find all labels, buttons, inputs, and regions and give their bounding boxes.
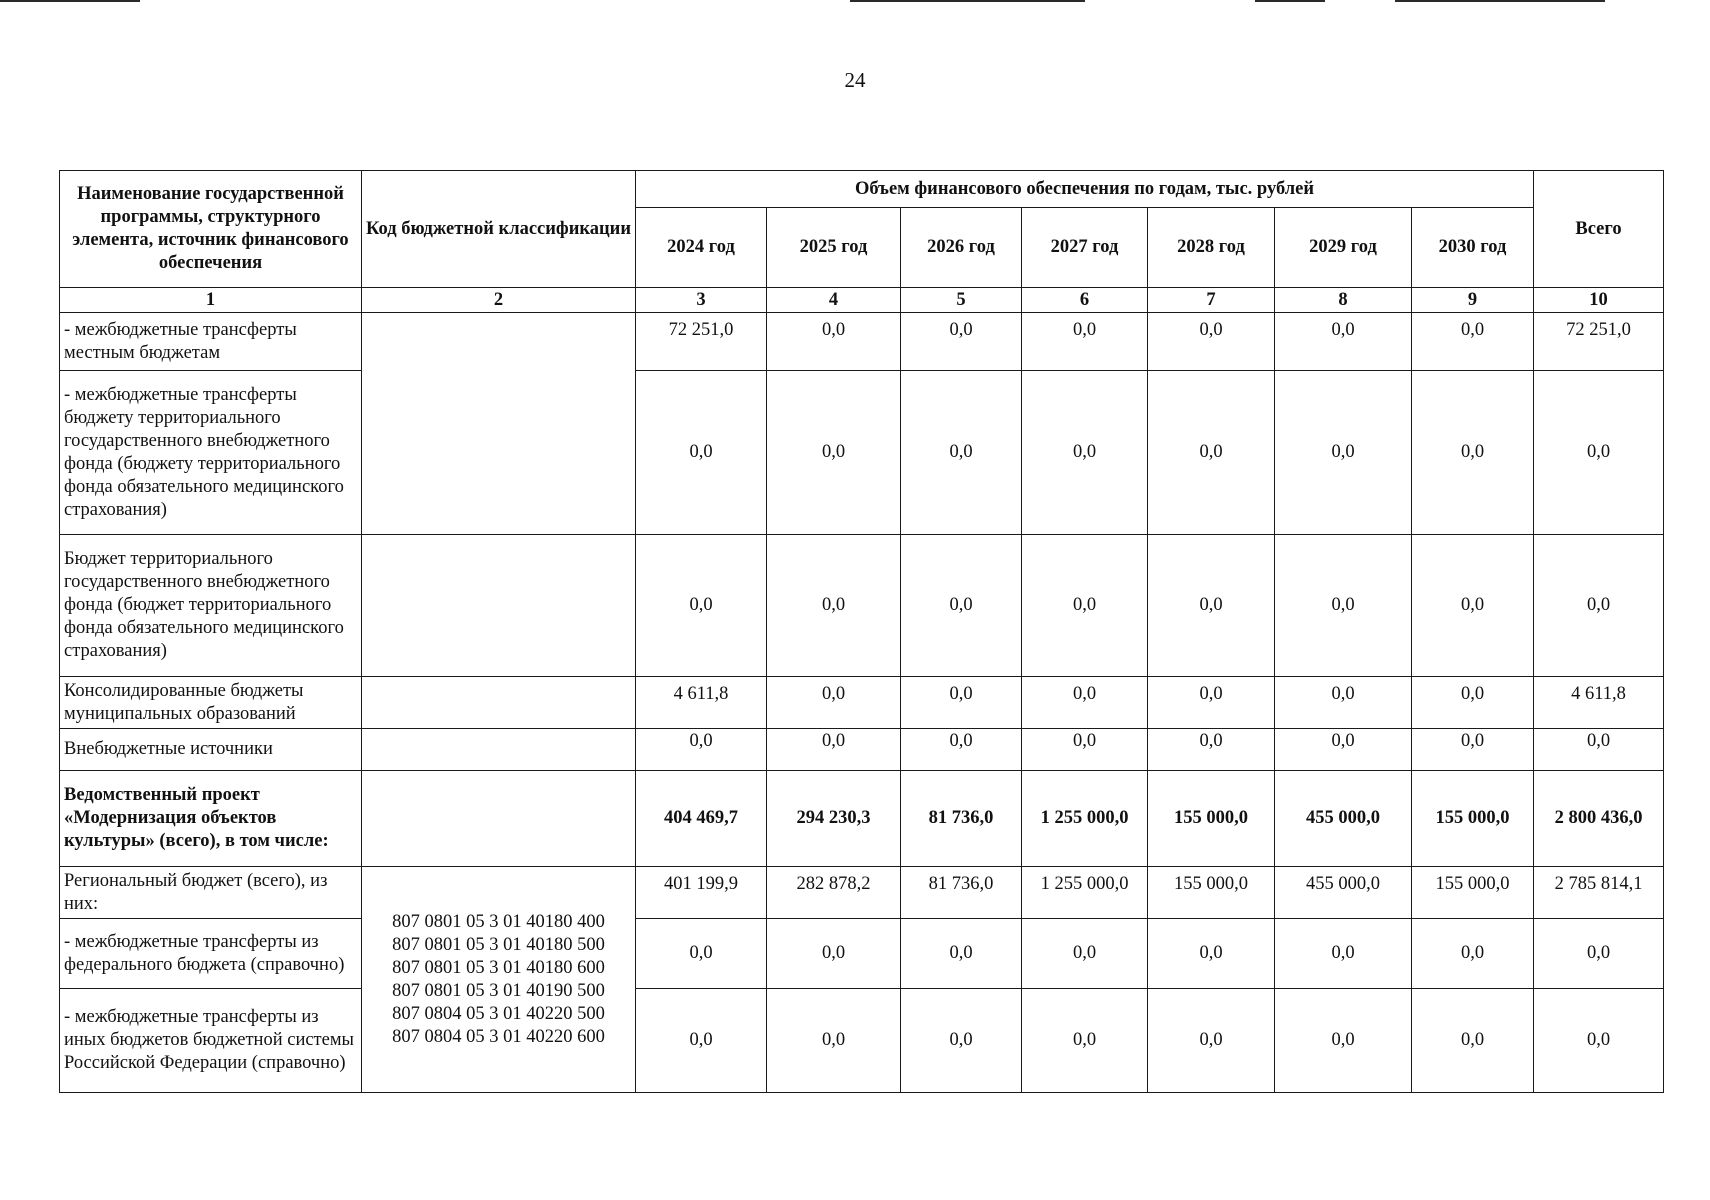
row-total: 2 785 814,1: [1534, 867, 1664, 919]
header-code: Код бюджетной классификации: [362, 171, 636, 288]
row-value: 294 230,3: [767, 771, 901, 867]
row-value: 0,0: [767, 313, 901, 371]
column-number: 6: [1022, 288, 1148, 313]
row-value: 0,0: [1412, 677, 1534, 729]
header-year: 2027 год: [1022, 208, 1148, 288]
page-number: 24: [844, 68, 866, 92]
row-value: 0,0: [1148, 989, 1275, 1093]
row-value: 0,0: [1022, 535, 1148, 677]
code-cell-empty: [362, 771, 636, 867]
header-total: Всего: [1534, 171, 1664, 288]
row-value: 0,0: [1412, 989, 1534, 1093]
row-value: 0,0: [1022, 313, 1148, 371]
row-name: - межбюджетные трансферты местным бюджетам: [60, 313, 362, 371]
column-number: 8: [1275, 288, 1412, 313]
row-value: 0,0: [1022, 919, 1148, 989]
row-value: 0,0: [1275, 919, 1412, 989]
header-volume: Объем финансового обеспечения по годам, тыс. рублей: [636, 171, 1534, 208]
row-total: 0,0: [1534, 371, 1664, 535]
row-value: 0,0: [1275, 371, 1412, 535]
row-value: 0,0: [901, 371, 1022, 535]
row-value: 0,0: [636, 535, 767, 677]
row-total: 0,0: [1534, 989, 1664, 1093]
row-total: 0,0: [1534, 535, 1664, 677]
header-year: 2030 год: [1412, 208, 1534, 288]
row-value: 0,0: [1022, 371, 1148, 535]
budget-code: 807 0801 05 3 01 40180 500: [392, 934, 605, 955]
table-row: [60, 535, 1664, 677]
row-value: 0,0: [767, 371, 901, 535]
column-number-row: [60, 288, 1664, 313]
row-value: 155 000,0: [1412, 771, 1534, 867]
row-value: 0,0: [1275, 313, 1412, 371]
row-value: 0,0: [1148, 919, 1275, 989]
row-value: 404 469,7: [636, 771, 767, 867]
row-value: 0,0: [636, 989, 767, 1093]
row-value: 0,0: [767, 919, 901, 989]
row-value: 155 000,0: [1148, 867, 1275, 919]
table-row: [60, 771, 1664, 867]
scan-artifact-line: [850, 0, 1085, 2]
row-name: Ведомственный проект «Модернизация объектов культуры» (всего), в том числе:: [60, 771, 362, 867]
table-row: [60, 729, 1664, 771]
column-number: 1: [60, 288, 362, 313]
code-cell-empty: [362, 313, 636, 535]
row-value: 1 255 000,0: [1022, 867, 1148, 919]
header-year: 2026 год: [901, 208, 1022, 288]
row-value: 0,0: [767, 989, 901, 1093]
table-row: [60, 371, 1664, 535]
row-value: 0,0: [1148, 677, 1275, 729]
row-total: 72 251,0: [1534, 313, 1664, 371]
row-total: 2 800 436,0: [1534, 771, 1664, 867]
row-value: 0,0: [1275, 677, 1412, 729]
code-cell-empty: [362, 677, 636, 729]
row-name: Консолидированные бюджеты муниципальных образований: [60, 677, 362, 729]
row-value: 0,0: [1412, 729, 1534, 771]
row-total: 0,0: [1534, 729, 1664, 771]
row-value: 0,0: [1412, 535, 1534, 677]
row-value: 282 878,2: [767, 867, 901, 919]
table-row: [60, 677, 1664, 729]
table-row: [60, 313, 1664, 371]
row-value: 455 000,0: [1275, 771, 1412, 867]
row-value: 0,0: [901, 729, 1022, 771]
row-value: 0,0: [636, 729, 767, 771]
row-value: 0,0: [636, 371, 767, 535]
row-value: 72 251,0: [636, 313, 767, 371]
row-value: 0,0: [1275, 989, 1412, 1093]
row-value: 0,0: [901, 989, 1022, 1093]
budget-code: 807 0804 05 3 01 40220 500: [392, 1003, 605, 1024]
row-value: 0,0: [636, 919, 767, 989]
row-value: 0,0: [1412, 313, 1534, 371]
row-value: 0,0: [767, 729, 901, 771]
row-value: 81 736,0: [901, 867, 1022, 919]
row-value: 0,0: [1148, 535, 1275, 677]
column-number: 10: [1534, 288, 1664, 313]
row-value: 0,0: [1022, 677, 1148, 729]
row-value: 0,0: [1275, 535, 1412, 677]
row-name: Бюджет территориального государственного внебюджетного фонда (бюджет территориального фонда обязательного медицинского страхования): [60, 535, 362, 677]
table-row: [60, 919, 1664, 989]
row-value: 0,0: [901, 313, 1022, 371]
budget-code: 807 0804 05 3 01 40220 600: [392, 1026, 605, 1047]
header-year: 2025 год: [767, 208, 901, 288]
row-value: 0,0: [767, 535, 901, 677]
row-value: 0,0: [1148, 371, 1275, 535]
row-value: 401 199,9: [636, 867, 767, 919]
table-row: [60, 989, 1664, 1093]
row-value: 0,0: [1148, 313, 1275, 371]
budget-code: 807 0801 05 3 01 40190 500: [392, 980, 605, 1001]
header-year: 2024 год: [636, 208, 767, 288]
column-number: 4: [767, 288, 901, 313]
row-total: 4 611,8: [1534, 677, 1664, 729]
row-value: 0,0: [1148, 729, 1275, 771]
budget-codes-cell: [362, 867, 636, 1093]
row-value: 0,0: [767, 677, 901, 729]
row-name: Внебюджетные источники: [60, 729, 362, 771]
row-value: 0,0: [901, 535, 1022, 677]
scan-artifact-line: [0, 0, 140, 2]
row-value: 0,0: [901, 677, 1022, 729]
row-total: 0,0: [1534, 919, 1664, 989]
scan-artifact-line: [1255, 0, 1325, 2]
row-name: - межбюджетные трансферты из федерального бюджета (справочно): [60, 919, 362, 989]
row-value: 1 255 000,0: [1022, 771, 1148, 867]
row-value: 455 000,0: [1275, 867, 1412, 919]
row-value: 155 000,0: [1148, 771, 1275, 867]
header-name: Наименование государственной программы, структурного элемента, источник финансового обеспечения: [60, 171, 362, 288]
scan-artifact-line: [1395, 0, 1605, 2]
column-number: 9: [1412, 288, 1534, 313]
table-row: [60, 867, 1664, 919]
row-value: 0,0: [1412, 919, 1534, 989]
header-year: 2029 год: [1275, 208, 1412, 288]
column-number: 7: [1148, 288, 1275, 313]
row-name: - межбюджетные трансферты бюджету территориального государственного внебюджетного фонда (бюджету территориального фонда обязательного медицинского страхования): [60, 371, 362, 535]
row-value: 0,0: [901, 919, 1022, 989]
row-value: 0,0: [1022, 729, 1148, 771]
row-value: 4 611,8: [636, 677, 767, 729]
row-value: 0,0: [1275, 729, 1412, 771]
row-name: - межбюджетные трансферты из иных бюджетов бюджетной системы Российской Федерации (справочно): [60, 989, 362, 1093]
row-name: Региональный бюджет (всего), из них:: [60, 867, 362, 919]
budget-code: 807 0801 05 3 01 40180 600: [392, 957, 605, 978]
column-number: 3: [636, 288, 767, 313]
row-value: 155 000,0: [1412, 867, 1534, 919]
code-cell-empty: [362, 535, 636, 677]
budget-code: 807 0801 05 3 01 40180 400: [392, 911, 605, 932]
row-value: 81 736,0: [901, 771, 1022, 867]
column-number: 5: [901, 288, 1022, 313]
row-value: 0,0: [1412, 371, 1534, 535]
financing-table: [59, 170, 1664, 1093]
column-number: 2: [362, 288, 636, 313]
code-cell-empty: [362, 729, 636, 771]
header-year: 2028 год: [1148, 208, 1275, 288]
row-value: 0,0: [1022, 989, 1148, 1093]
